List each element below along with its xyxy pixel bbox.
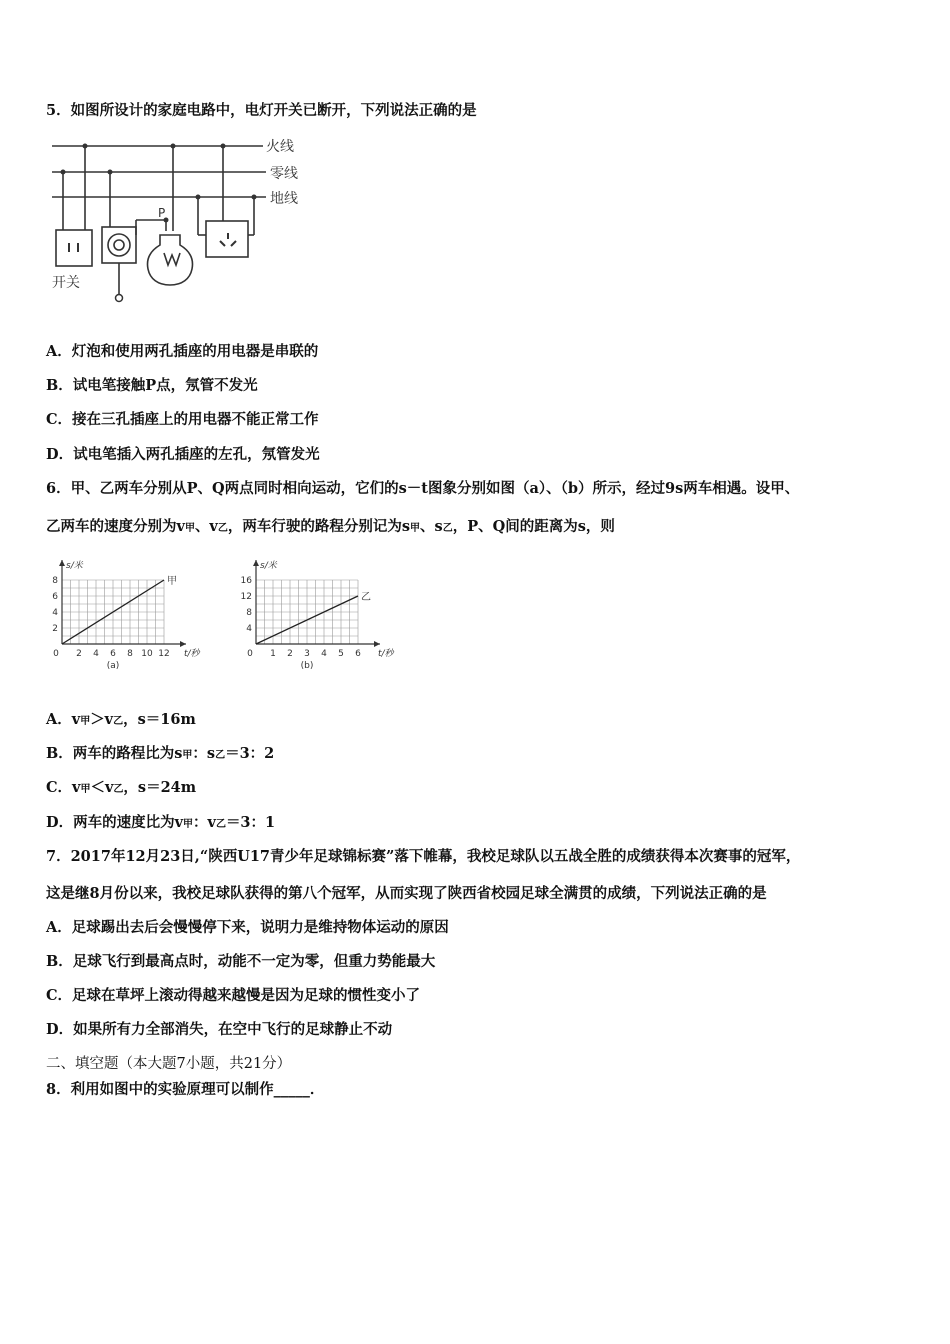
x-tick-label: 8 [127, 649, 133, 659]
q7-option-a: A．足球踢出去后会慢慢停下来，说明力是维持物体运动的原因 [46, 919, 449, 936]
chart-caption: (a) [106, 661, 120, 671]
x-tick-label: 1 [270, 649, 276, 659]
x-tick-label: 12 [158, 649, 170, 659]
ground-wire-label: 地线 [270, 191, 298, 207]
y-axis-label: s/米 [260, 561, 277, 571]
x-axis-arrow [180, 641, 186, 647]
point-p-label: P [158, 206, 166, 220]
q7-option-b: B．足球飞行到最高点时，动能不一定为零，但重力势能最大 [46, 953, 436, 970]
q5-option-b: B．试电笔接触P点，氖管不发光 [46, 377, 258, 394]
x-tick-label: 3 [304, 649, 310, 659]
y-tick-label: 4 [246, 624, 252, 634]
q6-option-a: A．v甲＞v乙，s＝16m [46, 711, 196, 728]
q6-stem-line2: 乙两车的速度分别为v甲、v乙，两车行驶的路程分别记为s甲、s乙，P、Q间的距离为s，则 [46, 518, 615, 535]
x-tick-label: 2 [76, 649, 82, 659]
q5-stem: 5．如图所设计的家庭电路中，电灯开关已断开，下列说法正确的是 [46, 102, 477, 119]
switch-label: 开关 [52, 275, 80, 291]
y-tick-label: 8 [52, 576, 58, 586]
q5-option-c: C．接在三孔插座上的用电器不能正常工作 [46, 411, 319, 428]
switch-box [102, 227, 136, 263]
q5-option-d: D．试电笔插入两孔插座的左孔，氖管发光 [46, 446, 320, 463]
y-axis-label: s/米 [66, 561, 83, 571]
q5-circuit-diagram [48, 135, 328, 315]
x-axis-label: t/秒 [184, 649, 200, 659]
y-tick-label: 6 [52, 592, 58, 602]
q6-option-b: B．两车的路程比为s甲：s乙＝3：2 [46, 745, 275, 762]
x-tick-label: 6 [355, 649, 361, 659]
x-tick-label: 0 [53, 649, 59, 659]
q6-option-c: C．v甲＜v乙，s＝24m [46, 779, 197, 796]
y-axis-arrow [253, 560, 259, 566]
y-tick-label: 2 [52, 624, 58, 634]
x-tick-label: 6 [110, 649, 116, 659]
y-tick-label: 8 [246, 608, 252, 618]
y-tick-label: 4 [52, 608, 58, 618]
chart-caption: (b) [300, 661, 314, 671]
section2-heading: 二、填空题（本大题7小题，共21分） [46, 1056, 292, 1072]
q8-stem: 8．利用如图中的实验原理可以制作_____． [46, 1081, 325, 1098]
y-axis-arrow [59, 560, 65, 566]
q6-option-d: D．两车的速度比为v甲：v乙＝3：1 [46, 814, 276, 831]
q7-option-c: C．足球在草坪上滚动得越来越慢是因为足球的惯性变小了 [46, 987, 421, 1004]
x-tick-label: 10 [141, 649, 153, 659]
series-label: 甲 [167, 576, 177, 587]
x-tick-label: 2 [287, 649, 293, 659]
two-hole-socket [56, 230, 92, 266]
y-tick-label: 16 [240, 576, 252, 586]
q5-option-a: A．灯泡和使用两孔插座的用电器是串联的 [46, 343, 319, 360]
neutral-wire-label: 零线 [270, 166, 298, 182]
series-label: 乙 [361, 592, 371, 603]
q7-stem-line1: 7．2017年12月23日,“陕西U17青少年足球锦标赛”落下帷幕，我校足球队以五战全胜的成绩获得本次赛事的冠军， [46, 848, 801, 865]
x-tick-label: 4 [93, 649, 99, 659]
x-axis-label: t/秒 [378, 649, 394, 659]
x-axis-arrow [374, 641, 380, 647]
x-tick-label: 0 [247, 649, 253, 659]
st-graph-b [236, 548, 411, 673]
x-tick-label: 4 [321, 649, 327, 659]
live-wire-label: 火线 [266, 139, 294, 155]
y-tick-label: 12 [240, 592, 252, 602]
q7-option-d: D．如果所有力全部消失，在空中飞行的足球静止不动 [46, 1021, 393, 1038]
q6-stem-line1: 6．甲、乙两车分别从P、Q两点同时相向运动，它们的s－t图象分别如图（a）、（b）所示，经过9s两车相遇。设甲、 [46, 480, 800, 497]
st-graph-a [42, 548, 217, 673]
q7-stem-line2: 这是继8月份以来，我校足球队获得的第八个冠军，从而实现了陕西省校园足球全满贯的成绩，下列说法正确的是 [46, 885, 767, 902]
x-tick-label: 5 [338, 649, 344, 659]
